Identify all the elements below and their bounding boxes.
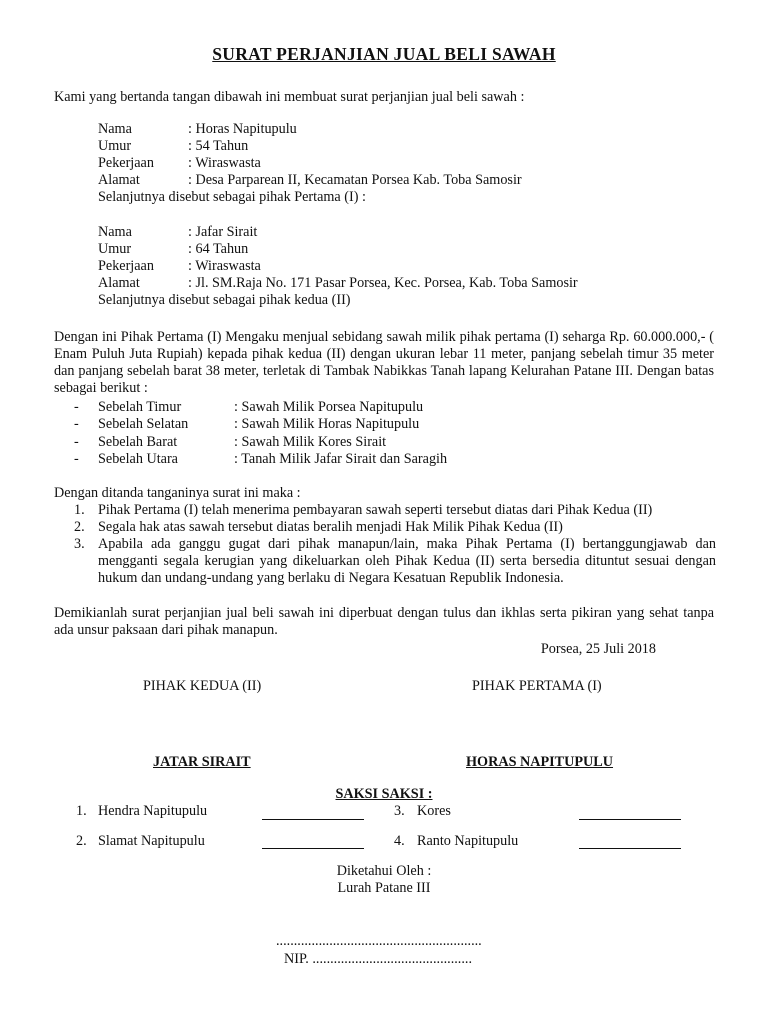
signature-line: [579, 848, 681, 849]
party-note-text: Selanjutnya disebut sebagai pihak kedua (II): [98, 292, 351, 308]
acknowledged-office: Lurah Patane III: [337, 880, 431, 896]
terms-item: [54, 502, 716, 519]
field-value: : Wiraswasta: [188, 155, 261, 171]
sale-terms-paragraph: Dengan ini Pihak Pertama (I) Mengaku menjual sebidang sawah milik pihak pertama (I) seharga Rp. 60.000.000,- ( Enam Puluh Juta Rupiah) kepada pihak kedua (II) dengan ukuran lebar 11 meter, panjang sebelah timur 35 meter dan panjang sebelah barat 38 meter, terletak di Tambak Nabikkas Tanah lapang Kelurahan Patane III. Dengan batas sebagai berikut :: [54, 329, 714, 396]
field-label: Umur: [98, 241, 132, 257]
place-date: Porsea, 25 Juli 2018: [540, 641, 656, 657]
boundary-side: Sebelah Utara: [98, 451, 178, 468]
terms-item: [54, 519, 716, 536]
right-signatory-name: HORAS NAPITUPULU: [466, 754, 614, 770]
bullet-dash: -: [74, 416, 79, 433]
field-value: : 64 Tahun: [188, 241, 249, 257]
item-number: 3.: [74, 536, 85, 552]
terms-list: [54, 502, 716, 587]
witness-name: Hendra Napitupulu: [98, 803, 208, 819]
item-number: 2.: [74, 519, 85, 535]
boundary-item: [54, 434, 654, 451]
field-label: Umur: [98, 138, 132, 154]
field-label: Alamat: [98, 172, 140, 188]
boundary-owner: : Tanah Milik Jafar Sirait dan Saragih: [234, 451, 448, 468]
right-signatory-role: PIHAK PERTAMA (I): [472, 678, 602, 694]
intro-text: Kami yang bertanda tangan dibawah ini membuat surat perjanjian jual beli sawah :: [54, 89, 525, 105]
terms-item: [54, 536, 716, 587]
witness-number: 4.: [394, 833, 405, 849]
witness-name: Kores: [417, 803, 451, 819]
boundary-item: [54, 399, 654, 416]
field-value: : Wiraswasta: [188, 258, 261, 274]
field-label: Pekerjaan: [98, 155, 154, 171]
bullet-dash: -: [74, 433, 79, 450]
field-label: Pekerjaan: [98, 258, 154, 274]
boundary-owner: : Sawah Milik Porsea Napitupulu: [234, 399, 424, 415]
item-text: Pihak Pertama (I) telah menerima pembayaran sawah seperti tersebut diatas dari Pihak Kedua (II): [98, 502, 653, 518]
field-value: : Jl. SM.Raja No. 171 Pasar Porsea, Kec. Porsea, Kab. Toba Samosir: [188, 275, 578, 291]
boundary-side: Sebelah Timur: [98, 399, 182, 415]
acknowledged-label: Diketahui Oleh :: [336, 863, 432, 879]
bullet-dash: -: [74, 399, 79, 415]
boundary-owner: : Sawah Milik Horas Napitupulu: [234, 416, 420, 433]
boundary-item: [54, 416, 654, 433]
boundary-side: Sebelah Selatan: [98, 416, 189, 433]
field-value: : Jafar Sirait: [188, 224, 258, 240]
field-value: : Horas Napitupulu: [188, 121, 297, 137]
field-value: : Desa Parparean II, Kecamatan Porsea Kab. Toba Samosir: [188, 172, 522, 188]
left-signatory-role: PIHAK KEDUA (II): [143, 678, 262, 694]
witness-number: 3.: [394, 803, 405, 819]
signature-line: [262, 819, 364, 820]
party-note-text: Selanjutnya disebut sebagai pihak Pertama (I) :: [98, 189, 366, 205]
terms-intro: Dengan ditanda tanganinya surat ini maka :: [54, 485, 301, 501]
item-text: Apabila ada ganggu gugat dari pihak manapun/lain, maka Pihak Pertama (I) bertanggungjawab dan mengganti segala kerugian yang dikeluarkan oleh Pihak Kedua (II) serta bersedia dituntut sesuai dengan hukum dan undang-undang yang berlaku di Negara Kesatuan Republik Indonesia.: [98, 536, 716, 586]
item-number: 1.: [74, 502, 85, 518]
field-label: Nama: [98, 224, 132, 240]
field-label: Alamat: [98, 275, 140, 291]
field-value: : 54 Tahun: [188, 138, 249, 154]
witness-name: Ranto Napitupulu: [417, 833, 519, 849]
witness-number: 1.: [76, 803, 87, 819]
witness-name: Slamat Napitupulu: [98, 833, 205, 849]
nip-line: NIP. .............................................: [284, 951, 472, 967]
boundary-side: Sebelah Barat: [98, 433, 178, 450]
boundary-list: [54, 399, 654, 469]
boundary-owner: : Sawah Milik Kores Sirait: [234, 433, 387, 450]
field-label: Nama: [98, 121, 132, 137]
signature-line: [262, 848, 364, 849]
signature-line: [579, 819, 681, 820]
bullet-dash: -: [74, 451, 79, 468]
document-title: SURAT PERJANJIAN JUAL BELI SAWAH: [212, 44, 556, 64]
closing-paragraph: Demikianlah surat perjanjian jual beli sawah ini diperbuat dengan tulus dan ikhlas serta pikiran yang sehat tanpa ada unsur paksaan dari pihak manapun.: [54, 605, 714, 638]
witnesses-heading: SAKSI SAKSI :: [335, 786, 433, 802]
left-signatory-name: JATAR SIRAIT: [153, 754, 251, 770]
official-signature-dots: ..........................................................: [276, 933, 482, 949]
boundary-item: [54, 451, 654, 468]
witness-number: 2.: [76, 833, 87, 849]
item-text: Segala hak atas sawah tersebut diatas beralih menjadi Hak Milik Pihak Kedua (II): [98, 519, 563, 535]
